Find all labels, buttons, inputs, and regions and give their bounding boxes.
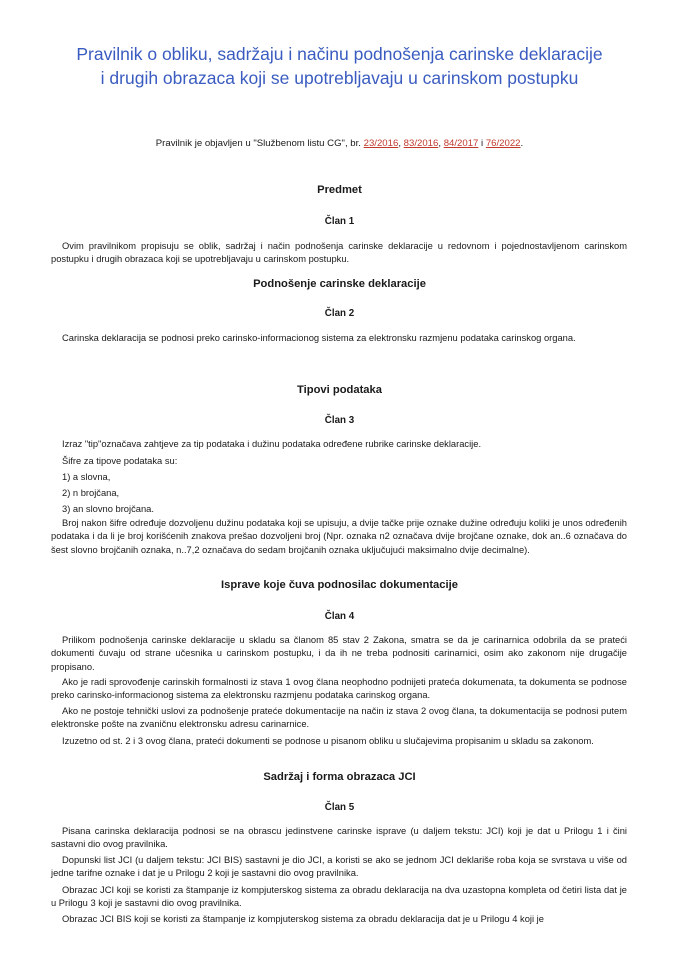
article-4-paragraph-3: Ako ne postoje tehnički uslovi za podnošenje prateće dokumentacije na način iz stava 2 ovog člana, ta dokumentacija se podnosi putem elektronske pošte na zvaničnu elektronsku adresu carinarnice. — [51, 706, 627, 730]
article-4-paragraph-2: Ako je radi sprovođenje carinskih formalnosti iz stava 1 ovog člana neophodno podnijeti prateća dokumenata, ta dokumenta se podnose preko carinsko-informacionog sistema za elektronsku razmjenu podataka carinskog organa. — [51, 677, 627, 701]
gazette-link-84-2017[interactable]: 84/2017 — [443, 138, 479, 149]
article-4-paragraph-4: Izuzetno od st. 2 i 3 ovog člana, prateći dokumenti se podnose u pisanom obliku u slučajevima propisanim u skladu sa zakonom. — [62, 736, 594, 746]
article-5-paragraph-1: Pisana carinska deklaracija podnosi se na obrascu jedinstvene carinske isprave (u daljem tekstu: JCI) koji je dat u Prilogu 1 i čini sastavni dio ovog pravilnika. — [51, 826, 627, 850]
list-item: 3) an slovno brojčana. — [62, 504, 154, 514]
article-3-paragraph: Broj nakon šifre određuje dozvoljenu dužinu podataka koji se upisuju, a dvije tačke prije oznake dužine određuju koliki je unos određenih podataka i da li je broj korišćenih znakova prešao dozvoljeni broj (Npr. oznaka n2 označava dvije brojčane oznake, dok an..6 označava do šest slovno brojčanih oznaka, n..7,2 označava do sedam brojčanih oznaka uključujući maksimalno dvije decimalne). — [51, 518, 627, 555]
section-heading-isprave: Isprave koje čuva podnosilac dokumentacije — [221, 579, 458, 591]
article-1-paragraph-1: Ovim pravilnikom propisuju se oblik, sadržaj i način podnošenja carinske deklaracije u redovnom i pojednostavljenom carinskom postupku i drugih obrazaca koji se upotrebljavaju u carinskom postupku. — [51, 241, 627, 265]
article-5-paragraph-2: Dopunski list JCI (u daljem tekstu: JCI BIS) sastavni je dio JCI, a koristi se ako se jednom JCI deklariše roba koja se svrstava u više od jedne tarifne oznake i dat je u Prilogu 2 koji je sastavni dio ovog pravilnika. — [51, 855, 627, 879]
section-heading-tipovi: Tipovi podataka — [297, 384, 382, 396]
list-item: 1) a slovna, — [62, 472, 111, 482]
article-heading-3: Član 3 — [324, 415, 355, 426]
article-heading-2: Član 2 — [324, 308, 355, 319]
article-5-paragraph-4: Obrazac JCI BIS koji se koristi za štampanje iz kompjuterskog sistema za obradu deklaracija dat je u Prilogu 4 koji je — [62, 914, 544, 924]
section-heading-predmet: Predmet — [317, 184, 362, 196]
article-4-paragraph-1: Prilikom podnošenja carinske deklaracije u skladu sa članom 85 stav 2 Zakona, smatra se da je carinarnica odobrila da se prateći dokumenti čuvaju od strane učesnika u carinskom postupku, i da ih ne treba podnositi carinarnici, osim ako zakonom nije drugačije propisano. — [51, 635, 627, 672]
publication-note-prefix: Pravilnik je objavljen u "Službenom listu CG", br. — [155, 138, 364, 149]
section-heading-podnosenje: Podnošenje carinske deklaracije — [253, 278, 426, 290]
article-3-intro-1: Izraz "tip"označava zahtjeve za tip podataka i dužinu podataka određene rubrike carinske deklaracije. — [62, 439, 482, 449]
document-title-line-2: i drugih obrazaca koji se upotrebljavaju u carinskom postupku — [100, 68, 579, 88]
document-title — [30, 42, 649, 90]
gazette-link-76-2022[interactable]: 76/2022 — [485, 138, 521, 149]
article-2-paragraph-1: Carinska deklaracija se podnosi preko carinsko-informacionog sistema za elektronsku razmjenu podataka carinskog organa. — [62, 333, 576, 343]
article-5-paragraph-3: Obrazac JCI koji se koristi za štampanje iz kompjuterskog sistema za obradu deklaracija na dva uzastopna kompleta od četiri lista dat je u Prilogu 3 koji je sastavni dio ovog pravilnika. — [51, 885, 627, 909]
publication-note: Pravilnik je objavljen u "Službenom listu CG", br. 23/2016, 83/2016, 84/2017 i 76/2022. — [155, 138, 524, 149]
gazette-link-83-2016[interactable]: 83/2016 — [403, 138, 439, 149]
list-item: 2) n brojčana, — [62, 488, 120, 498]
article-heading-1: Član 1 — [324, 216, 355, 227]
document-title-line-1: Pravilnik o obliku, sadržaju i načinu podnošenja carinske deklaracije — [76, 44, 603, 64]
gazette-link-23-2016[interactable]: 23/2016 — [363, 138, 399, 149]
section-heading-sadrzaj: Sadržaj i forma obrazaca JCI — [263, 771, 416, 783]
article-3-intro-2: Šifre za tipove podataka su: — [62, 456, 178, 466]
article-heading-4: Član 4 — [324, 611, 355, 622]
article-heading-5: Član 5 — [324, 802, 355, 813]
